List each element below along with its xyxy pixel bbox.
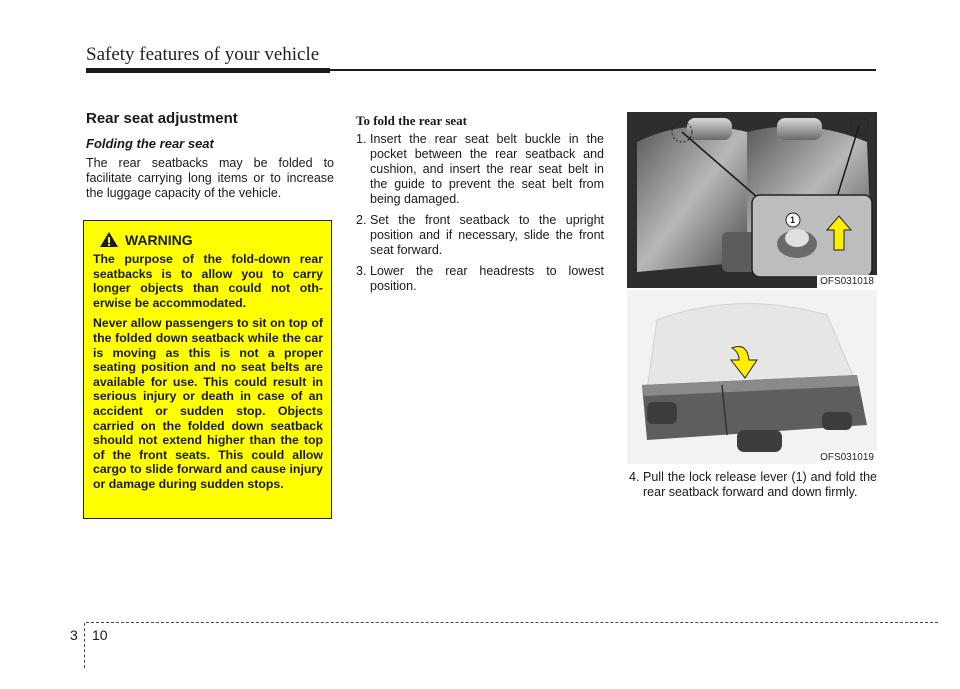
step-item: 1. Insert the rear seat belt buckle in the pocket between the rear seatback and cushion, and insert the rear seat belt in the guide to prevent the seat belt from being damaged. xyxy=(356,132,604,206)
intro-column xyxy=(86,110,334,201)
page-number: 10 xyxy=(92,627,108,643)
footer-rule xyxy=(86,622,938,623)
intro-paragraph: The rear seatbacks may be folded to facilitate carrying long items or to increase the luggage capacity of the vehicle. xyxy=(86,156,334,200)
step4-column xyxy=(629,470,877,506)
rear-seat-illustration xyxy=(627,112,877,288)
warning-title: WARNING xyxy=(125,231,193,248)
header-rule xyxy=(86,68,876,73)
step-item: 3. Lower the rear headrests to lowest position. xyxy=(356,264,604,293)
warning-paragraph-2: Never allow passengers to sit on top of the folded down seatback while the car is moving as this is not a proper seating position and no seat belts are available for use. This could result in serious injury or death in case of an accident or sudden stop. Objects carried on the folded down seatback should not extend higher than the top of the front seats. This could allow cargo to slide forward and cause injury or damage during sudden stops. xyxy=(93,316,323,491)
folded-seat-illustration xyxy=(627,290,877,464)
figure-code-2: OFS031019 xyxy=(817,451,877,464)
section-number: 3 xyxy=(70,627,78,643)
folded-seat-figure xyxy=(627,290,877,464)
fold-title: To fold the rear seat xyxy=(356,113,467,128)
section-title: Rear seat adjustment xyxy=(86,110,238,127)
step-item: 2. Set the front seatback to the upright position and if necessary, slide the front seat forward. xyxy=(356,213,604,257)
warning-paragraph-1: The purpose of the fold-down rear seatbacks is to allow you to carry longer objects than could not oth-erwise be accommodated. xyxy=(93,252,323,310)
warning-triangle-icon xyxy=(99,231,119,248)
callout-number: 1 xyxy=(790,215,796,225)
fold-steps xyxy=(356,132,604,294)
step-item: 4. Pull the lock release lever (1) and fold the rear seatback forward and down firmly. xyxy=(629,470,877,499)
instructions-column xyxy=(356,113,604,300)
footer-divider xyxy=(84,623,85,668)
section-subtitle: Folding the rear seat xyxy=(86,136,214,151)
warning-box xyxy=(83,220,332,519)
page-header-title: Safety features of your vehicle xyxy=(86,44,320,65)
rear-seat-lever-figure xyxy=(627,112,877,288)
fold-step-4 xyxy=(629,470,877,500)
figure-code-1: OFS031018 xyxy=(817,275,877,288)
